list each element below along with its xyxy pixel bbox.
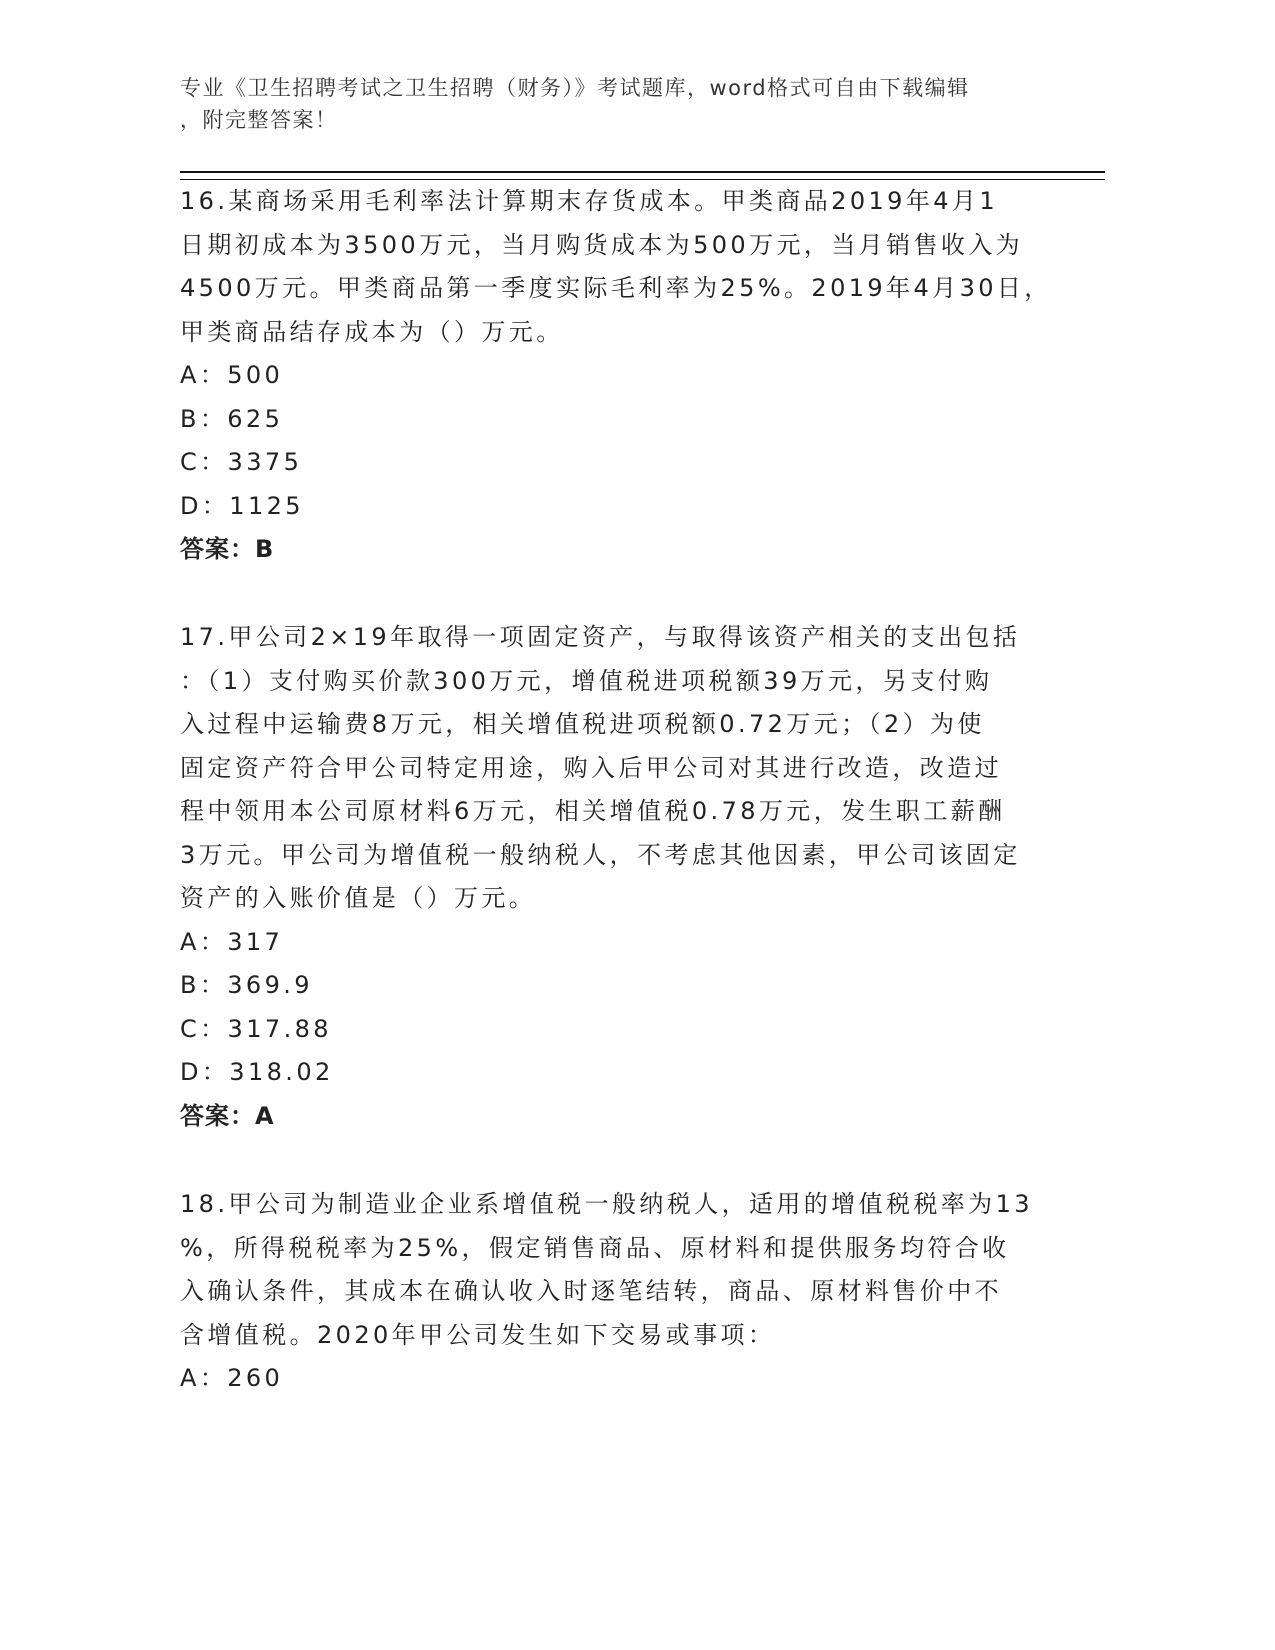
question-stem: 16.某商场采用毛利率法计算期末存货成本。甲类商品2019年4月1 <box>180 187 998 215</box>
question-stem: 日期初成本为3500万元，当月购货成本为500万元，当月销售收入为 <box>180 230 1024 259</box>
question-stem: 17.甲公司2×19年取得一项固定资产，与取得该资产相关的支出包括 <box>180 623 1021 651</box>
question-stem: 资产的入账价值是（）万元。 <box>180 884 537 912</box>
question-stem: %，所得税税率为25%，假定销售商品、原材料和提供服务均符合收 <box>180 1233 1010 1262</box>
question-stem: ：（1）支付购买价款300万元，增值税进项税额39万元，另支付购 <box>180 666 993 695</box>
question-stem: 固定资产符合甲公司特定用途，购入后甲公司对其进行改造，改造过 <box>180 753 1002 782</box>
question-stem: 3万元。甲公司为增值税一般纳税人，不考虑其他因素，甲公司该固定 <box>180 840 1021 869</box>
option: C：3375 <box>180 448 303 476</box>
option: A：260 <box>180 1364 284 1392</box>
header-line: ，附完整答案！ <box>180 108 338 132</box>
option: B：625 <box>180 404 284 433</box>
answer: 答案：A <box>180 1101 275 1130</box>
option: C：317.88 <box>180 1014 332 1043</box>
document-header <box>180 72 1080 136</box>
question-stem: 程中领用本公司原材料6万元，相关增值税0.78万元，发生职工薪酬 <box>180 797 1006 825</box>
question-18 <box>180 1183 1060 1401</box>
question-stem: 含增值税。2020年甲公司发生如下交易或事项： <box>180 1320 776 1349</box>
option: D：1125 <box>180 491 304 520</box>
question-stem: 甲类商品结存成本为（）万元。 <box>180 317 564 346</box>
question-stem: 18.甲公司为制造业企业系增值税一般纳税人，适用的增值税税率为13 <box>180 1190 1033 1218</box>
question-16 <box>180 180 1060 572</box>
question-stem: 4500万元。甲类商品第一季度实际毛利率为25%。2019年4月30日， <box>180 274 1052 302</box>
answer: 答案：B <box>180 535 275 563</box>
header-line: 专业《卫生招聘考试之卫生招聘（财务）》考试题库，word格式可自由下载编辑 <box>180 76 970 100</box>
option: A：317 <box>180 927 284 956</box>
question-stem: 入过程中运输费8万元，相关增值税进项税额0.72万元；（2）为使 <box>180 710 985 738</box>
question-stem: 入确认条件，其成本在确认收入时逐笔结转，商品、原材料售价中不 <box>180 1277 1002 1305</box>
option: B：369.9 <box>180 971 313 999</box>
option: A：500 <box>180 361 284 389</box>
header-divider <box>180 171 1105 173</box>
option: D：318.02 <box>180 1058 334 1086</box>
question-17 <box>180 616 1060 1138</box>
